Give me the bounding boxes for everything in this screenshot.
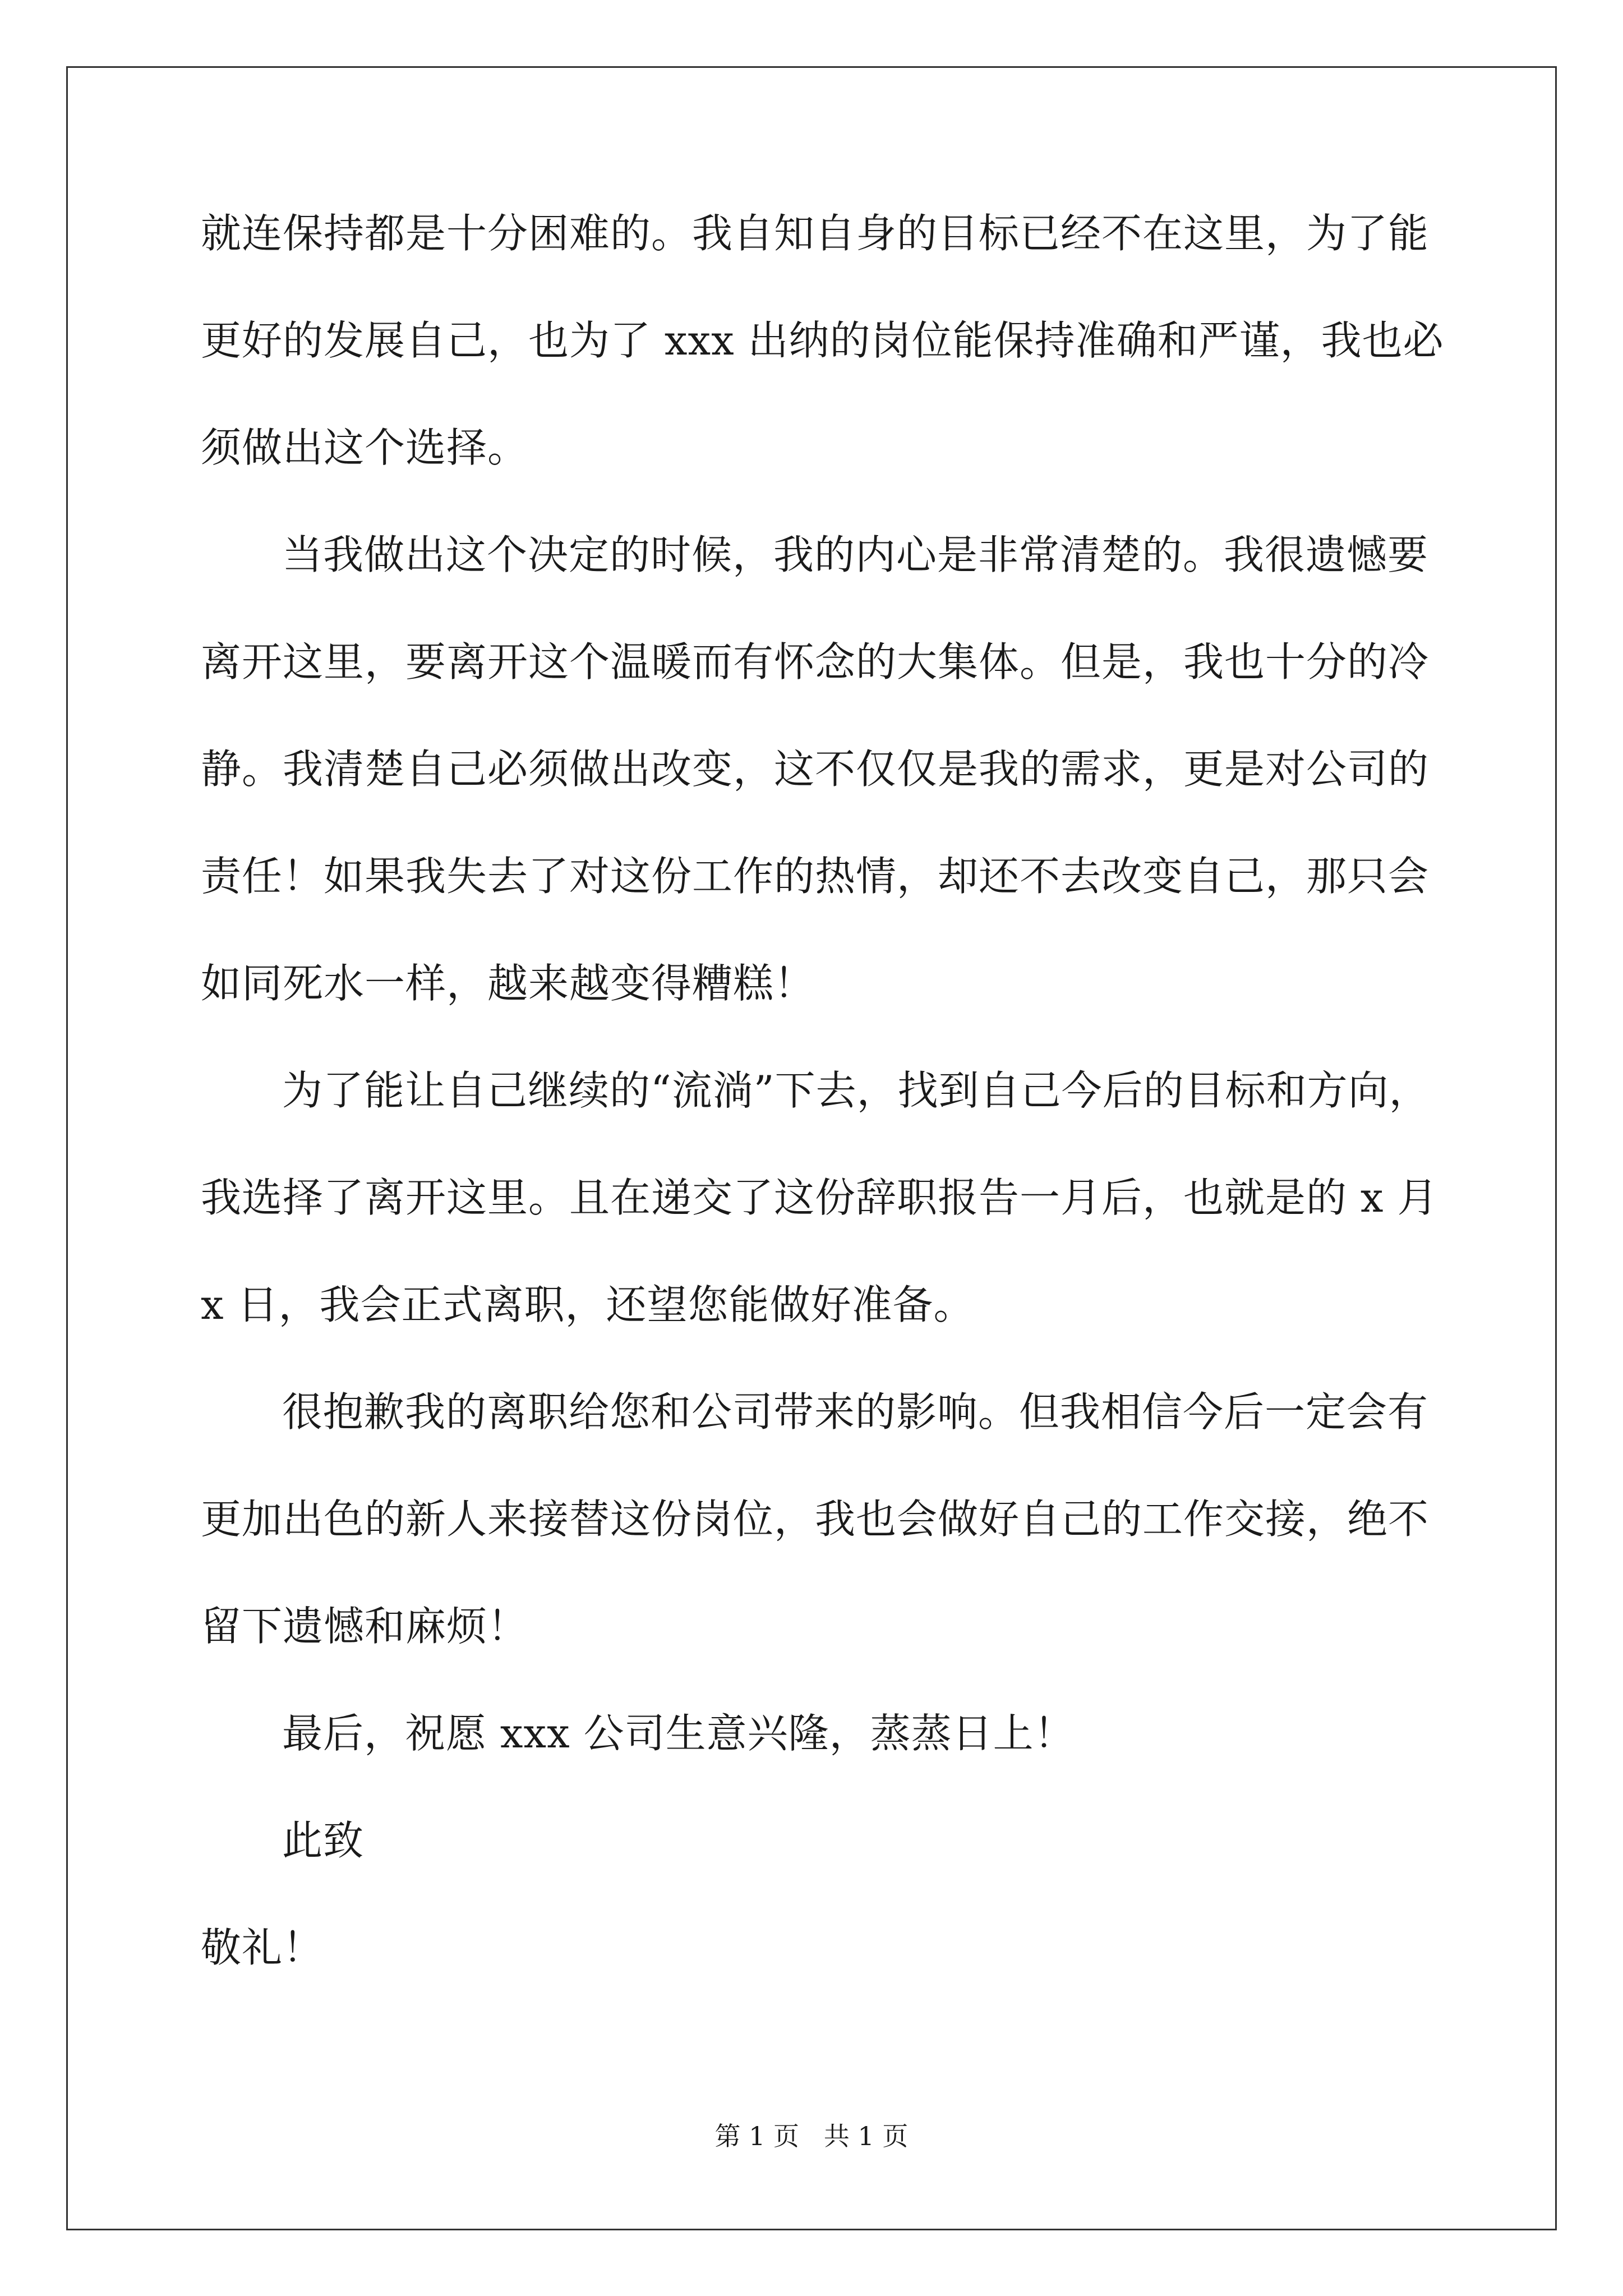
text-line-4: 当我做出这个决定的时候，我的内心是非常清楚的。我很遗憾要 [282, 531, 1429, 578]
text-line-14: 留下遗憾和麻烦！ [201, 1603, 529, 1650]
text-line-8: 如同死水一样，越来越变得糟糕！ [201, 960, 815, 1007]
closing-salutation: 此致 [282, 1817, 365, 1864]
text-line-1: 就连保持都是十分困难的。我自知自身的目标已经不在这里，为了能 [201, 210, 1430, 257]
text-line-6: 静。我清楚自己必须做出改变，这不仅仅是我的需求，更是对公司的 [201, 746, 1430, 793]
text-line-7: 责任！如果我失去了对这份工作的热情，却还不去改变自己，那只会 [201, 853, 1430, 900]
page-number-footer: 第 1 页 共 1 页 [714, 2121, 909, 2151]
text-line-2: 更好的发展自己，也为了 xxx 出纳的岗位能保持准确和严谨，我也必 [201, 317, 1444, 364]
text-line-10: 我选择了离开这里。且在递交了这份辞职报告一月后，也就是的 x 月 [201, 1174, 1438, 1221]
text-line-9: 为了能让自己继续的“流淌”下去，找到自己今后的目标和方向， [282, 1067, 1430, 1114]
text-line-15: 最后，祝愿 xxx 公司生意兴隆，蒸蒸日上！ [282, 1710, 1075, 1757]
closing-regards: 敬礼！ [201, 1924, 324, 1971]
text-line-11: x 日，我会正式离职，还望您能做好准备。 [201, 1281, 975, 1328]
text-line-3: 须做出这个选择。 [201, 424, 529, 471]
text-line-13: 更加出色的新人来接替这份岗位，我也会做好自己的工作交接，绝不 [201, 1496, 1430, 1543]
text-line-5: 离开这里，要离开这个温暖而有怀念的大集体。但是，我也十分的冷 [201, 638, 1430, 685]
text-line-12: 很抱歉我的离职给您和公司带来的影响。但我相信今后一定会有 [282, 1388, 1429, 1435]
letter-body [201, 210, 1444, 2035]
